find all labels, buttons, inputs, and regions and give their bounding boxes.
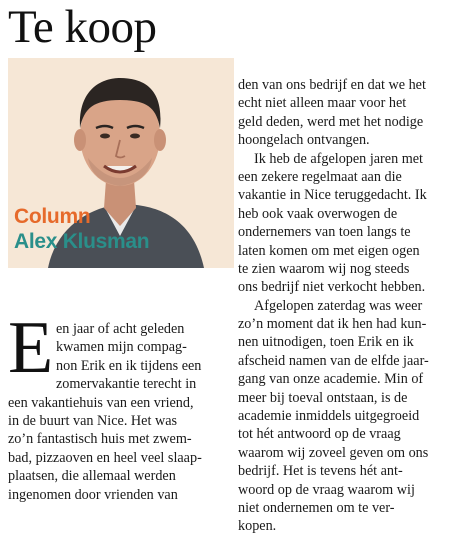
page-title: Te koop bbox=[8, 1, 157, 53]
text-line: tot hét antwoord op de vraag bbox=[238, 426, 401, 443]
text-line: een vakantiehuis van een vriend, bbox=[8, 394, 194, 411]
text-line: plaatsen, die allemaal werden bbox=[8, 468, 176, 485]
text-line: nen uitnodigen, toen Erik en ik bbox=[238, 334, 414, 351]
drop-cap: E bbox=[8, 307, 54, 389]
text-line: heb ook vaak overwogen de bbox=[238, 205, 398, 222]
text-line: laten komen om met eigen ogen bbox=[238, 242, 420, 259]
text-line: in de buurt van Nice. Het was bbox=[8, 412, 178, 429]
text-line: afscheid namen van de elfde jaar- bbox=[238, 352, 429, 369]
text-line: hoongelach ontvangen. bbox=[238, 132, 370, 149]
article-column-left bbox=[8, 320, 234, 504]
text-line: zomervakantie terecht in bbox=[56, 376, 197, 393]
text-line: academie inmiddels uitgegroeid bbox=[238, 408, 420, 425]
text-line: vakantie in Nice teruggedacht. Ik bbox=[238, 187, 427, 204]
article-column-right bbox=[238, 76, 452, 536]
text-line: den van ons bedrijf en dat we het bbox=[238, 77, 426, 93]
text-line: te zien waarom wij nog steeds bbox=[238, 260, 410, 277]
text-line: non Erik en ik tijdens een bbox=[56, 357, 202, 374]
text-line: zo’n fantastisch huis met zwem- bbox=[8, 431, 192, 448]
text-line: waarom wij zoveel geven om ons bbox=[238, 444, 429, 461]
text-line: kopen. bbox=[238, 518, 277, 535]
text-line: kwamen mijn compag- bbox=[56, 339, 187, 356]
author-name: Alex Klusman bbox=[14, 230, 150, 253]
column-label: Column bbox=[14, 205, 91, 228]
text-line: bad, pizzaoven en heel veel slaap- bbox=[8, 449, 202, 466]
text-line: geld deden, werd met het nodige bbox=[238, 113, 424, 130]
text-line: gang van onze academie. Min of bbox=[238, 371, 424, 388]
text-line: ingenomen door vrienden van bbox=[8, 486, 178, 503]
text-line: ons bedrijf niet verkocht hebben. bbox=[238, 279, 426, 296]
text-line: woord op de vraag waarom wij bbox=[238, 481, 415, 498]
text-line: zo’n moment dat ik hen had kun- bbox=[238, 316, 427, 333]
text-line: Ik heb de afgelopen jaren met bbox=[254, 150, 423, 167]
text-line: ondernemers van toen langs te bbox=[238, 224, 411, 241]
text-line: en jaar of acht geleden bbox=[56, 321, 185, 337]
text-line: meer bij toeval ontstaan, is de bbox=[238, 389, 408, 406]
text-line: niet ondernemen om te ver- bbox=[238, 499, 395, 516]
text-line: een zekere regelmaat aan die bbox=[238, 168, 402, 185]
text-line: bedrijf. Het is tevens hét ant- bbox=[238, 463, 403, 480]
text-line: Afgelopen zaterdag was weer bbox=[254, 297, 423, 314]
text-line: echt niet alleen maar voor het bbox=[238, 95, 407, 112]
